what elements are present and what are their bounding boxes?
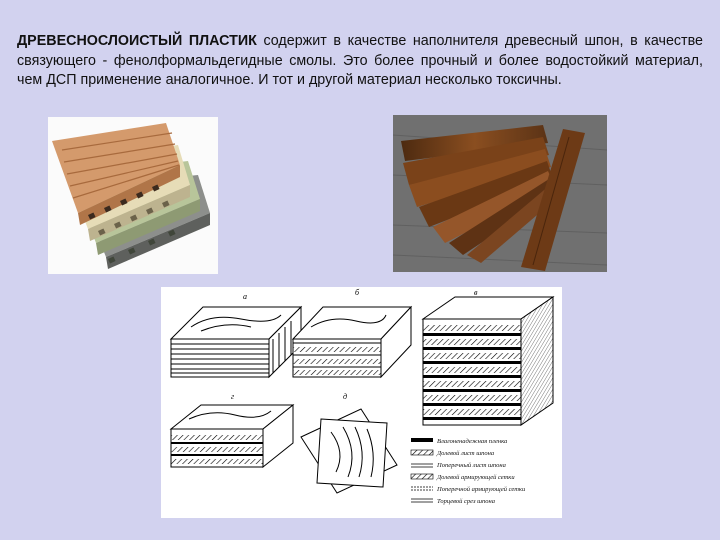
diagram-letter-v: в	[474, 288, 478, 297]
slide-heading: ДРЕВЕСНОСЛОИСТЫЙ ПЛАСТИК	[17, 33, 257, 49]
diagram-letter-a: а	[243, 292, 247, 301]
slide-body: содержит в качестве наполнителя древесный шпон, в качестве связующего - фенолформальдегидные смолы. Это более прочный и более водостойкий материал, чем ДСП применение аналогичное. И тот и другой материал несколько токсичны.	[17, 33, 703, 88]
legend-item-3: Поперечный лист шпона	[437, 462, 506, 469]
diagram-letter-b: б	[355, 288, 360, 297]
legend-item-4: Долевой армирующей сетки	[437, 474, 515, 481]
legend-item-6: Торцевой срез шпона	[437, 498, 496, 505]
slide-text	[17, 32, 703, 91]
legend-item-5: Поперечной армирующей сетки	[437, 486, 526, 493]
legend-item-1: Влагоненадежная пленка	[437, 438, 508, 445]
diagram-letter-d: д	[343, 392, 348, 401]
diagram-letter-g: г	[231, 392, 235, 401]
photo-decking-panels	[48, 117, 218, 274]
legend-item-2: Долевой лист шпона	[437, 450, 495, 457]
photo-laminate-strips	[393, 115, 607, 272]
diagram-layer-structures	[161, 287, 562, 518]
